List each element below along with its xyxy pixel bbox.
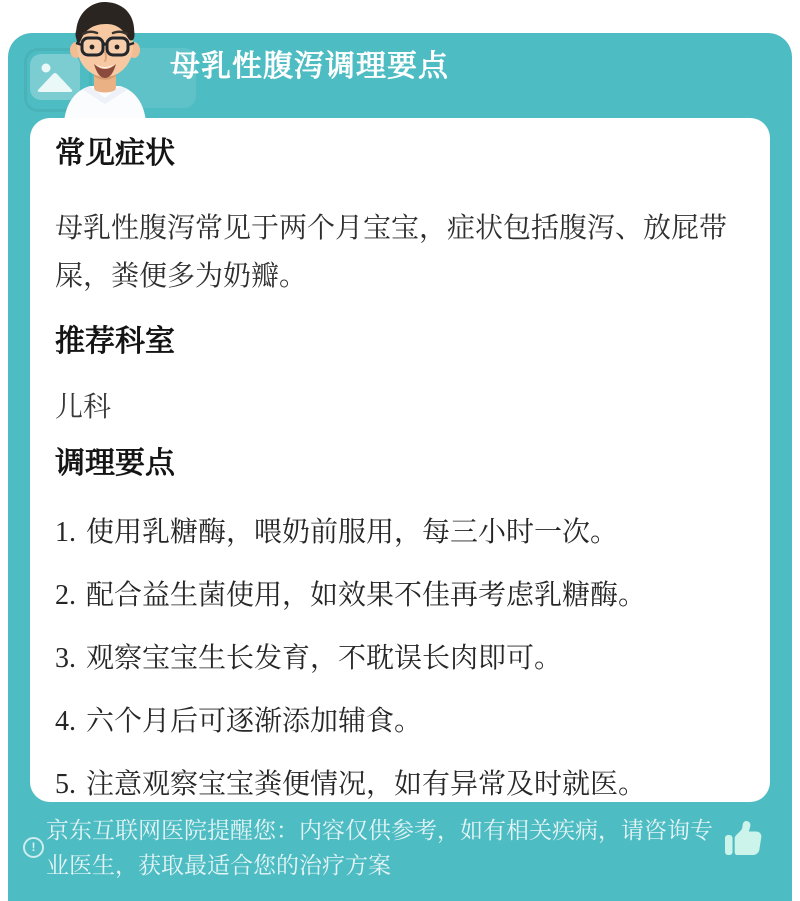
list-item-text: 注意观察宝宝粪便情况，如有异常及时就医。 [86, 768, 647, 799]
doctor-avatar [46, 0, 164, 122]
info-circle-icon: ! [23, 837, 44, 858]
list-item [55, 579, 745, 612]
symptoms-text: 母乳性腹泻常见于两个月宝宝，症状包括腹泻、放屁带屎，粪便多为奶瓣。 [55, 212, 728, 291]
thumbs-up-icon[interactable] [724, 819, 762, 859]
page-title: 母乳性腹泻调理要点 [170, 50, 449, 83]
content-card [30, 118, 770, 802]
list-item-text: 六个月后可逐渐添加辅食。 [86, 705, 423, 736]
section-heading-department: 推荐科室 [55, 325, 175, 358]
list-item-number: 5. [55, 769, 76, 800]
care-points-list [55, 516, 745, 801]
list-item [55, 705, 745, 738]
department-value: 儿科 [55, 391, 112, 422]
list-item-number: 4. [55, 706, 76, 737]
list-item [55, 516, 745, 549]
section-heading-points: 调理要点 [55, 447, 175, 480]
list-item-number: 1. [55, 517, 76, 548]
list-item-number: 2. [55, 580, 76, 611]
list-item-number: 3. [55, 643, 76, 674]
list-item-text: 配合益生菌使用，如效果不佳再考虑乳糖酶。 [86, 579, 647, 610]
list-item-text: 使用乳糖酶，喂奶前服用，每三小时一次。 [86, 516, 619, 547]
list-item-text: 观察宝宝生长发育，不耽误长肉即可。 [86, 642, 563, 673]
section-heading-symptoms: 常见症状 [55, 137, 175, 170]
list-item [55, 768, 745, 801]
disclaimer-text: 京东互联网医院提醒您：内容仅供参考，如有相关疾病，请咨询专业医生，获取最适合您的治疗方案 [46, 817, 713, 878]
list-item [55, 642, 745, 675]
